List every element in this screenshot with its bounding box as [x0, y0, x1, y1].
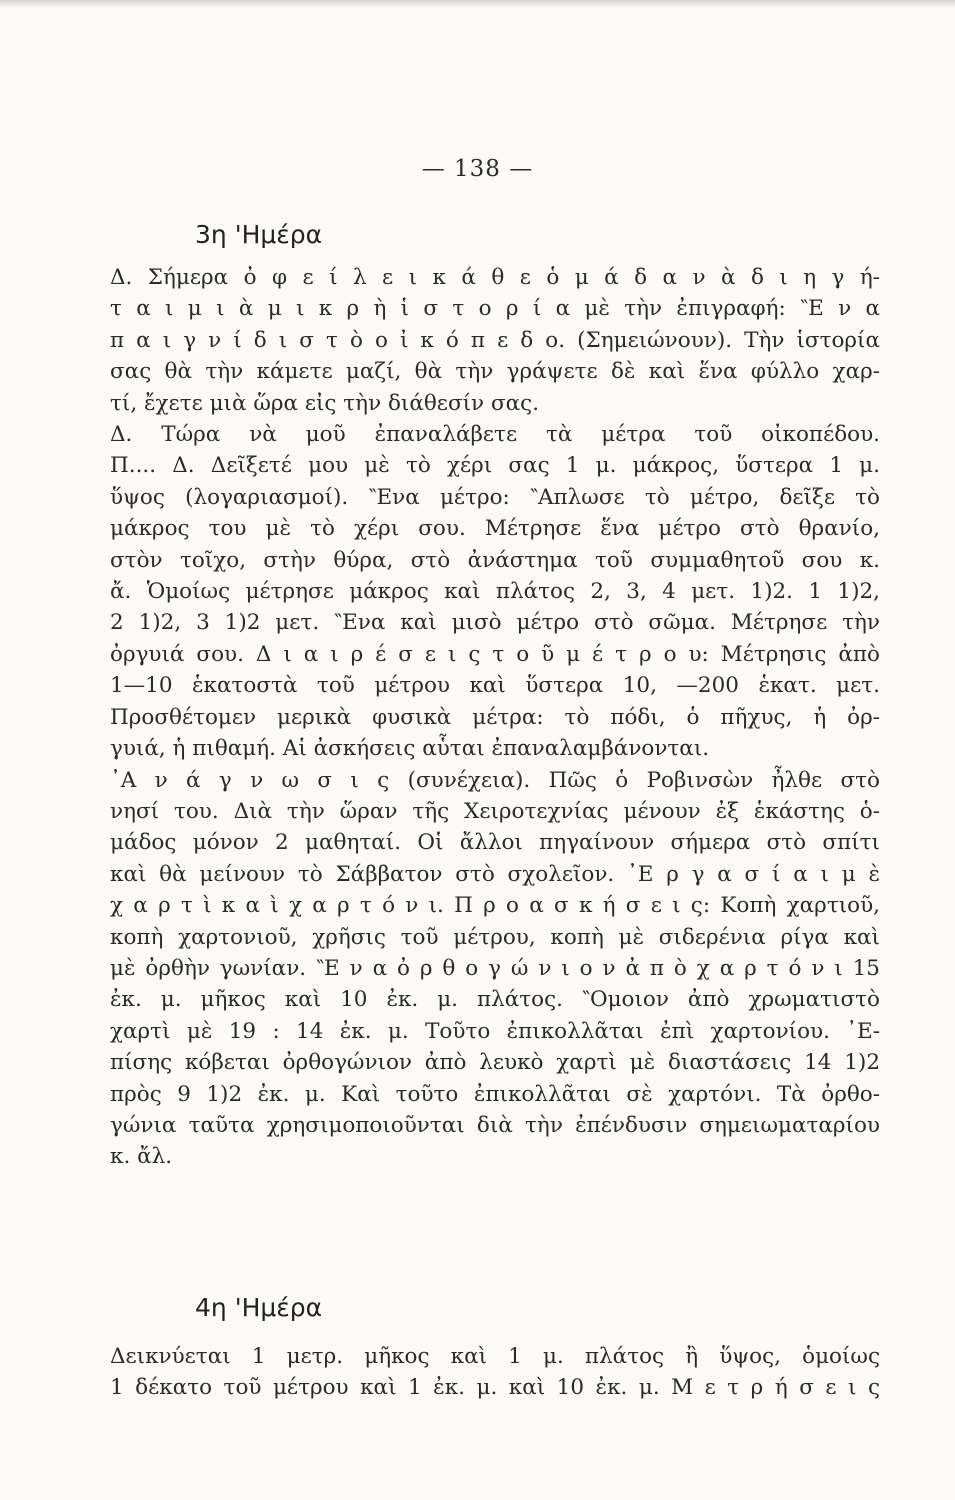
- page-number: — 138 —: [421, 156, 534, 182]
- text-line: ὀργυιά σου. Δ ι α ι ρ έ σ ε ι ς τ ο ῦ μ έ τ ρ ο υ: Μέτρησις ἀπὸ: [110, 641, 880, 667]
- text-line: κοπὴ χαρτονιοῦ, χρῆσις τοῦ μέτρου, κοπὴ μὲ σιδερένια ρίγα καὶ: [110, 924, 880, 950]
- text-line: Δ. Τώρα νὰ μοῦ ἐπαναλάβετε τὰ μέτρα τοῦ οἰκοπέδου.: [110, 422, 880, 448]
- text-line: 2 1)2, 3 1)2 μετ. ‶Ενα καὶ μισὸ μέτρο στὸ σῶμα. Μέτρησε τὴν: [110, 610, 880, 636]
- text-line: τ α ι μ ι ὰ μ ι κ ρ ὴ ἱ σ τ ο ρ ί α μὲ τὴν ἐπιγραφή: ‶Ε ν α: [110, 296, 880, 322]
- text-line: ἐκ. μ. μῆκος καὶ 10 ἐκ. μ. πλάτος. ‶Ομοιον ἀπὸ χρωματιστὸ: [110, 987, 880, 1013]
- text-line: μάδος μόνον 2 μαθηταί. Οἱ ἄλλοι πηγαίνουν σήμερα στὸ σπίτι: [110, 830, 880, 856]
- text-line: κ. ἄλ.: [110, 1144, 173, 1170]
- text-line: γώνια ταῦτα χρησιμοποιοῦνται διὰ τὴν ἐπένδυσιν σημειωματαρίου: [110, 1112, 880, 1138]
- text-line: 1 δέκατο τοῦ μέτρου καὶ 1 ἐκ. μ. καὶ 10 ἐκ. μ. Μ ε τ ρ ή σ ε ι ς: [110, 1375, 880, 1401]
- text-line: τί, ἔχετε μιὰ ὥρα εἰς τὴν διάθεσίν σας.: [110, 390, 540, 416]
- text-line: 1—10 ἑκατοστὰ τοῦ μέτρου καὶ ὕστερα 10, —200 ἑκατ. μετ.: [110, 673, 880, 699]
- text-line: ᾿Α ν ά γ ν ω σ ι ς (συνέχεια). Πῶς ὁ Ροβινσὼν ἦλθε στὸ: [110, 767, 880, 793]
- text-line: σας θὰ τὴν κάμετε μαζί, θὰ τὴν γράψετε δὲ καὶ ἕνα φύλλο χαρ-: [110, 359, 880, 385]
- text-line: μὲ ὀρθὴν γωνίαν. ‶Ε ν α ὀ ρ θ ο γ ώ ν ι ο ν ἀ π ὸ χ α ρ τ ό ν ι 15: [110, 955, 880, 981]
- text-line: χ α ρ τ ὶ κ α ὶ χ α ρ τ ό ν ι. Π ρ ο α σ κ ή σ ε ι ς: Κοπὴ χαρτιοῦ,: [110, 893, 880, 919]
- text-line: στὸν τοῖχο, στὴν θύρα, στὸ ἀνάστημα τοῦ συμμαθητοῦ σου κ.: [110, 547, 880, 573]
- text-line: Προσθέτομεν μερικὰ φυσικὰ μέτρα: τὸ πόδι, ὁ πῆχυς, ἡ ὀρ-: [110, 704, 880, 730]
- section-heading-day-3: 3η 'Ημέρα: [195, 220, 323, 249]
- section-heading-day-4: 4η 'Ημέρα: [195, 1293, 323, 1322]
- text-line: ὕψος (λογαριασμοί). ‶Ενα μέτρο: ‶Απλωσε τὸ μέτρο, δεῖξε τὸ: [110, 484, 880, 510]
- paragraph-day-3: [110, 262, 880, 1173]
- text-line: μάκρος του μὲ τὸ χέρι σου. Μέτρησε ἕνα μέτρο στὸ θρανίο,: [110, 516, 880, 542]
- text-line: Δ. Σήμερα ὀ φ ε ί λ ε ι κ ά θ ε ὁ μ ά δ α ν ὰ δ ι η γ ή-: [110, 265, 880, 290]
- text-line: πίσης κόβεται ὀρθογώνιον ἀπὸ λευκὸ χαρτὶ μὲ διαστάσεις 14 1)2: [110, 1050, 880, 1076]
- text-line: Δεικνύεται 1 μετρ. μῆκος καὶ 1 μ. πλάτος ἢ ὕψος, ὁμοίως: [110, 1344, 880, 1369]
- page-top-edge: [0, 0, 955, 8]
- text-line: ἄ. Ὁμοίως μέτρησε μάκρος καὶ πλάτος 2, 3, 4 μετ. 1)2. 1 1)2,: [110, 579, 880, 605]
- text-line: π α ι γ ν ί δ ι σ τ ὸ ο ἰ κ ό π ε δ ο. (Σημειώνουν). Τὴν ἱστορία: [110, 327, 880, 353]
- text-line: χαρτὶ μὲ 19 : 14 ἐκ. μ. Τοῦτο ἐπικολλᾶται ἐπὶ χαρτονίου. ᾿Ε-: [110, 1018, 880, 1044]
- paragraph-day-4: [110, 1341, 880, 1404]
- text-line: νησί του. Διὰ τὴν ὥραν τῆς Χειροτεχνίας μένουν ἐξ ἑκάστης ὁ-: [110, 798, 880, 824]
- text-line: καὶ θὰ μείνουν τὸ Σάββατον στὸ σχολεῖον. ᾿Ε ρ γ α σ ί α ι μ ὲ: [110, 861, 880, 887]
- text-line: πρὸς 9 1)2 ἐκ. μ. Καὶ τοῦτο ἐπικολλᾶται σὲ χαρτόνι. Τὰ ὀρθο-: [110, 1081, 880, 1107]
- text-line: Π.... Δ. Δεῖξετέ μου μὲ τὸ χέρι σας 1 μ. μάκρος, ὕστερα 1 μ.: [110, 453, 880, 479]
- text-line: γυιά, ἡ πιθαμή. Αἱ ἀσκήσεις αὗται ἐπαναλαμβάνονται.: [110, 736, 710, 762]
